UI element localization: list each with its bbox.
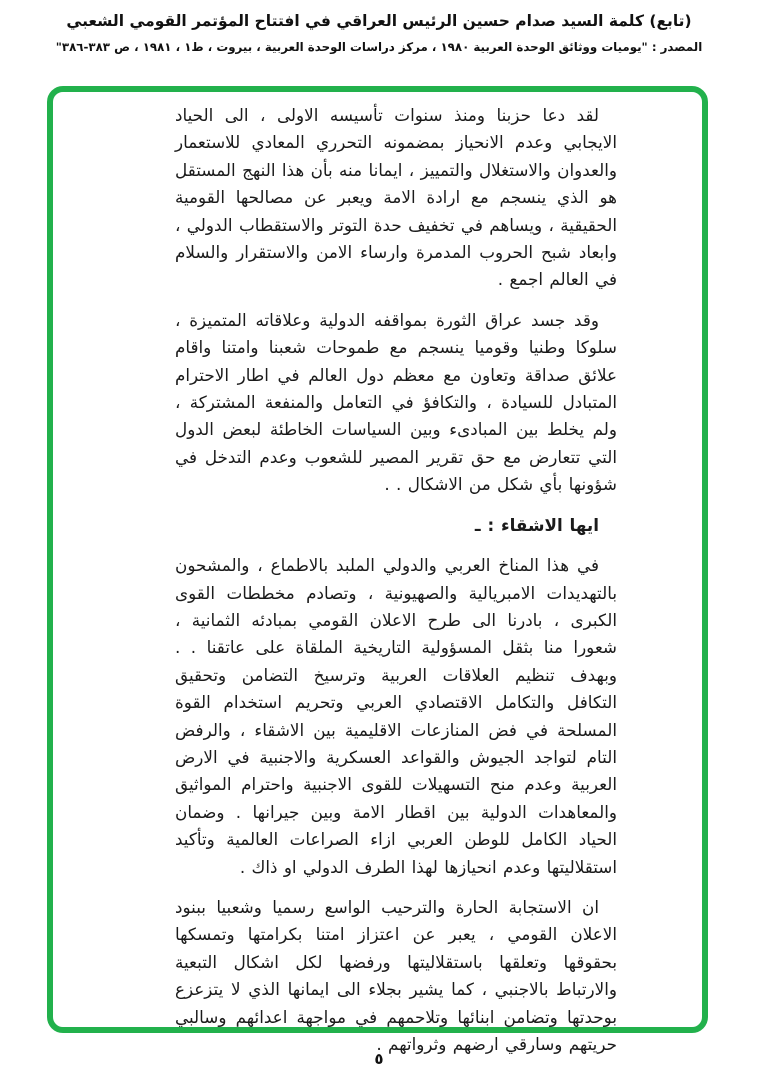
page-title: (تابع) كلمة السيد صدام حسين الرئيس العراقي في افتتاح المؤتمر القومي الشعبي: [66, 12, 692, 30]
paragraph-3: في هذا المناخ العربي والدولي الملبد بالاطماع ، والمشحون بالتهديدات الامبريالية والصهيونية ، وتصادم مخططات القوى الكبرى ، بادرنا الى طرح الاعلان القومي بمبادئه الثمانية ، شعورا منا بثقل المسؤولية التاريخية الملقاة على عاتقنا . . وبهدف تنظيم العلاقات العربية وترسيخ التضامن وتحقيق التكافل والتكامل الاقتصادي العربي وتحريم استخدام القوة المسلحة في فض المنازعات الاقليمية بين الاشقاء ، والرفض التام لتواجد الجيوش والقواعد العسكرية والاجنبية في الارض العربية وعدم منح التسهيلات للقوى الاجنبية واحترام المواثيق والمعاهدات الدولية بين اقطار الامة وبين جيرانها . وضمان الحياد الكامل للوطن العربي ازاء الصراعات العالمية وتأكيد استقلاليتها وعدم انحيازها لهذا الطرف الدولي او ذاك .: [175, 555, 617, 877]
source-citation: المصدر : "يوميات ووثائق الوحدة العربية ١٩٨٠ ، مركز دراسات الوحدة العربية ، بيروت ، ط١ ، ١٩٨١ ، ص ٣٨٣-٣٨٦": [55, 40, 703, 54]
highlight-border-box: [47, 86, 708, 1054]
page-number: ٥: [374, 1050, 384, 1068]
paragraph-1: لقد دعا حزبنا ومنذ سنوات تأسيسه الاولى ، الى الحياد الايجابي وعدم الانحياز بمضمونه التحرري المعادي للاستعمار والعدوان والاستغلال والتمييز ، ايمانا منه بأن هذا النهج المستقل هو الذي ينسجم مع ارادة الامة ويعبر عن مصالحها القومية الحقيقية ، ويساهم في تخفيف حدة التوتر والاستقطاب الدولي ، وابعاد شبح الحروب المدمرة وارساء الامن والاستقرار والسلام في العالم اجمع .: [175, 105, 617, 290]
section-salutation: ايها الاشقاء : ـ: [474, 514, 599, 535]
paragraph-2: وقد جسد عراق الثورة بمواقفه الدولية وعلاقاته المتميزة ، سلوكا وطنيا وقوميا ينسجم مع طموحات شعبنا وامتنا واقام علائق صداقة وتعاون مع معظم دول العالم في اطار الاحترام المتبادل للسيادة ، والتكافؤ في التعامل والمنفعة المشتركة ، ولم يخلط بين المبادىء وبين السياسات الخاطئة لبعض الدول التي تتعارض مع حق تقرير المصير للشعوب وعدم التدخل في شؤونها بأي شكل من الاشكال . .: [175, 309, 617, 495]
document-header: [0, 12, 758, 54]
paragraph-4: ان الاستجابة الحارة والترحيب الواسع رسميا وشعبيا ببنود الاعلان القومي ، يعبر عن اعتزاز امتنا بكرامتها وتمسكها بحقوقها وتعلقها باستقلاليتها ورفضها لكل اشكال التبعية والارتباط بالاجنبي ، كما يشير بجلاء الى ايمانها الذي لا يتزعزع بوحدتها وتضامن ابنائها وتلاحمهم في مواجهة اعدائهم وسالبي حريتهم وسارقي ارضهم وثرواتهم .: [175, 896, 617, 1054]
body-text-column: [175, 102, 617, 1071]
